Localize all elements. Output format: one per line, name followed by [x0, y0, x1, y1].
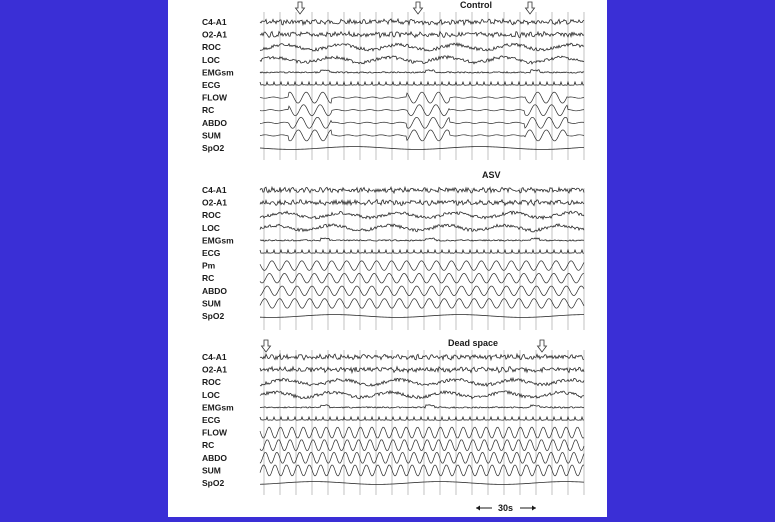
signal-trace [260, 286, 584, 296]
channel-label: C4-A1 [202, 185, 227, 195]
channel-label: SUM [202, 465, 221, 476]
signal-trace [260, 238, 584, 241]
signal-trace [260, 56, 584, 64]
channel-label: ROC [202, 210, 221, 221]
signal-trace [260, 147, 584, 150]
signal-trace [260, 482, 584, 485]
panel-title-control: Control [460, 0, 492, 10]
signal-trace [260, 427, 584, 438]
channel-label: O2-A1 [202, 29, 228, 40]
channel-label: O2-A1 [202, 197, 228, 208]
polysomnography-traces [168, 0, 607, 517]
channel-label: LOC [202, 54, 220, 65]
channel-label: ROC [202, 377, 221, 388]
signal-trace [260, 130, 584, 141]
channel-label: C4-A1 [202, 352, 227, 362]
channel-label: RC [202, 105, 215, 116]
channel-label: RC [202, 273, 215, 284]
signal-trace [260, 70, 584, 73]
panel-asv [202, 170, 584, 330]
signal-trace [260, 187, 584, 193]
signal-trace [260, 378, 584, 386]
channel-label: SpO2 [202, 311, 225, 321]
signal-trace [260, 224, 584, 232]
channel-label: EMGsm [202, 402, 234, 413]
event-arrow-icon [296, 2, 305, 14]
channel-label: SpO2 [202, 478, 225, 488]
channel-label: EMGsm [202, 67, 234, 78]
signal-trace [260, 391, 584, 399]
channel-label: ECG [202, 248, 221, 258]
channel-label: O2-A1 [202, 364, 228, 375]
channel-label: ABDO [202, 452, 228, 463]
channel-label: C4-A1 [202, 17, 227, 27]
signal-trace [260, 465, 584, 476]
channel-label: LOC [202, 389, 220, 400]
channel-label: ABDO [202, 285, 228, 296]
event-arrow-icon [538, 340, 547, 352]
signal-trace [260, 354, 584, 360]
channel-label: SUM [202, 298, 221, 309]
signal-trace [260, 299, 584, 309]
panel-title-asv: ASV [482, 170, 501, 180]
panel-control [202, 0, 584, 160]
time-scale-bar [476, 503, 536, 513]
channel-label: SpO2 [202, 143, 225, 153]
signal-trace [260, 315, 584, 318]
polysomnography-figure [168, 0, 607, 517]
event-arrow-icon [414, 2, 423, 14]
channel-label: LOC [202, 222, 220, 233]
signal-trace [260, 440, 584, 451]
channel-label: EMGsm [202, 235, 234, 246]
channel-label: ECG [202, 415, 221, 425]
signal-trace [260, 105, 584, 116]
signal-trace [260, 452, 584, 463]
channel-label: FLOW [202, 92, 228, 103]
signal-trace [260, 405, 584, 408]
signal-trace [260, 417, 584, 420]
channel-label: ABDO [202, 117, 228, 128]
signal-trace [260, 261, 584, 271]
channel-label: FLOW [202, 427, 228, 438]
channel-label: Pm [202, 260, 216, 271]
panel-title-dead-space: Dead space [448, 338, 499, 348]
signal-trace [260, 43, 584, 51]
signal-trace [260, 211, 584, 219]
channel-label: RC [202, 440, 215, 451]
signal-trace [260, 19, 584, 25]
scale-bar-label: 30s [498, 503, 514, 513]
signal-trace [260, 32, 584, 38]
event-arrow-icon [262, 340, 271, 352]
channel-label: ECG [202, 80, 221, 90]
signal-trace [260, 117, 584, 128]
signal-trace [260, 367, 584, 373]
panel-dead-space [202, 338, 584, 495]
channel-label: SUM [202, 130, 221, 141]
signal-trace [260, 250, 584, 253]
event-arrow-icon [526, 2, 535, 14]
signal-trace [260, 273, 584, 283]
signal-trace [260, 200, 584, 206]
signal-trace [260, 82, 584, 85]
signal-trace [260, 92, 584, 103]
channel-label: ROC [202, 42, 221, 53]
